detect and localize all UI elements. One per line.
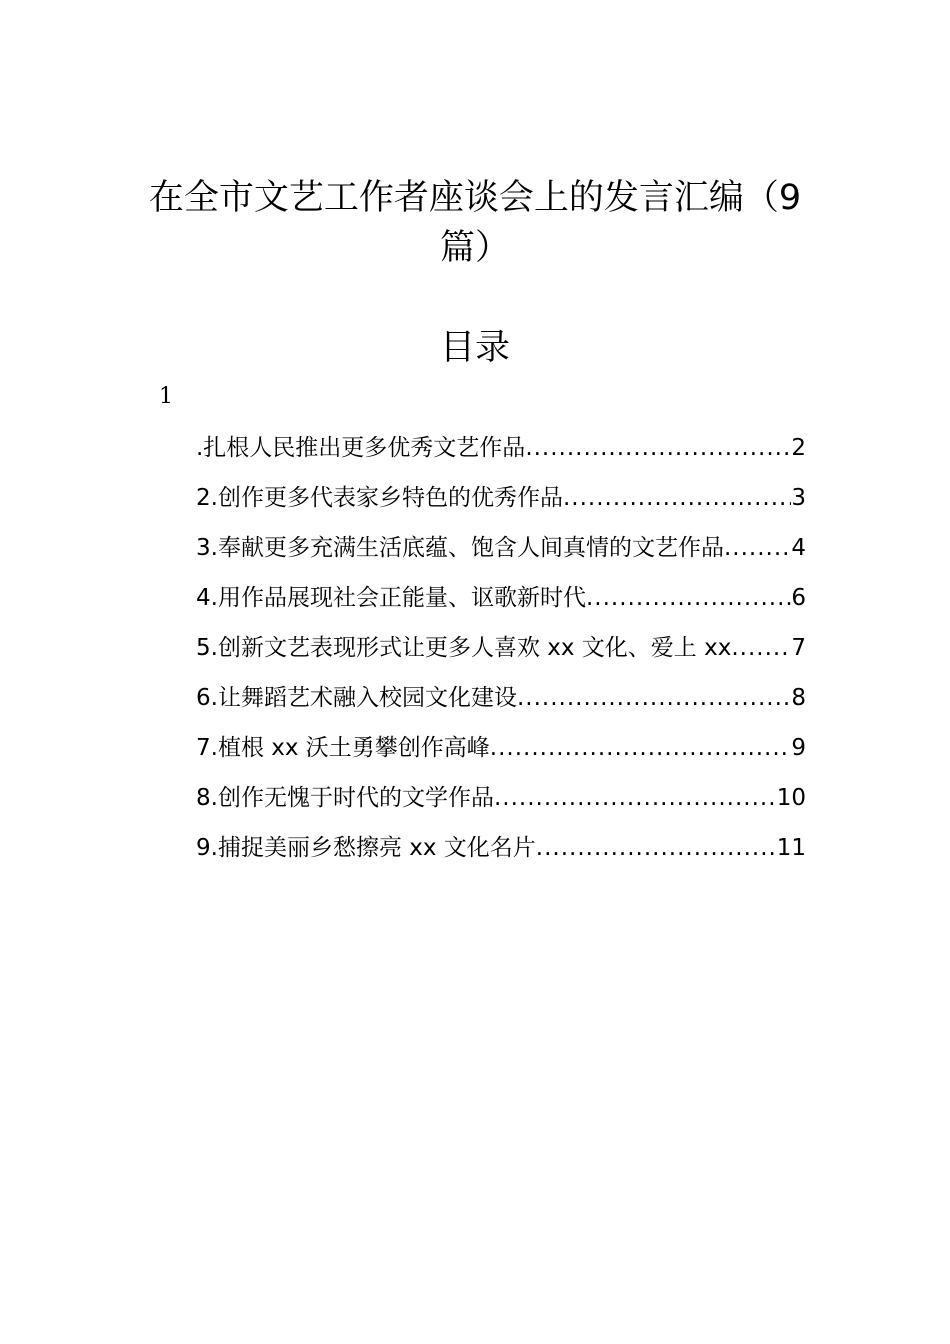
toc-dot-leader [517, 681, 791, 715]
document-title-line2: 篇） [439, 228, 510, 268]
toc-dot-leader [536, 831, 777, 865]
toc-entry[interactable] [196, 681, 806, 731]
toc-entry-label: 6.让舞蹈艺术融入校园文化建设 [196, 685, 517, 711]
toc-entry-label: .扎根人民推出更多优秀文艺作品 [196, 435, 526, 461]
toc-entry-label: 7.植根 xx 沃土勇攀创作高峰 [196, 735, 490, 761]
toc-dot-leader [563, 481, 791, 515]
toc-dot-leader [724, 531, 791, 565]
toc-heading: 目录 [439, 328, 510, 368]
toc-entry[interactable] [196, 731, 806, 781]
document-title-line1: 在全市文艺工作者座谈会上的发言汇编（9 [148, 178, 802, 218]
toc-entry[interactable] [196, 531, 806, 581]
footnote-number: 1 [159, 384, 173, 409]
toc-dot-leader [525, 431, 791, 465]
toc-entry-page: 8 [791, 685, 806, 711]
toc-entry-label: 5.创新文艺表现形式让更多人喜欢 xx 文化、爱上 xx [196, 635, 732, 661]
toc-entry-page: 7 [791, 635, 806, 661]
toc-entry[interactable] [196, 781, 806, 831]
toc-entry-label: 9.捕捉美丽乡愁擦亮 xx 文化名片 [196, 835, 536, 861]
toc-entry-page: 10 [776, 785, 806, 811]
toc-entry-label: 3.奉献更多充满生活底蕴、饱含人间真情的文艺作品 [196, 535, 724, 561]
toc-dot-leader [494, 781, 777, 815]
toc-entry-page: 2 [791, 435, 806, 461]
toc-entry[interactable] [196, 431, 806, 481]
toc-dot-leader [731, 631, 791, 665]
table-of-contents [196, 431, 806, 881]
toc-entry-page: 9 [791, 735, 806, 761]
toc-entry-label: 8.创作无愧于时代的文学作品 [196, 785, 494, 811]
toc-entry-page: 6 [791, 585, 806, 611]
toc-dot-leader [490, 731, 792, 765]
toc-dot-leader [586, 581, 791, 615]
toc-entry[interactable] [196, 481, 806, 531]
toc-entry[interactable] [196, 581, 806, 631]
toc-entry[interactable] [196, 631, 806, 681]
toc-entry-page: 3 [791, 485, 806, 511]
toc-entry-page: 11 [776, 835, 806, 861]
toc-entry[interactable] [196, 831, 806, 881]
toc-entry-page: 4 [791, 535, 806, 561]
toc-entry-label: 4.用作品展现社会正能量、讴歌新时代 [196, 585, 586, 611]
toc-entry-label: 2.创作更多代表家乡特色的优秀作品 [196, 485, 563, 511]
